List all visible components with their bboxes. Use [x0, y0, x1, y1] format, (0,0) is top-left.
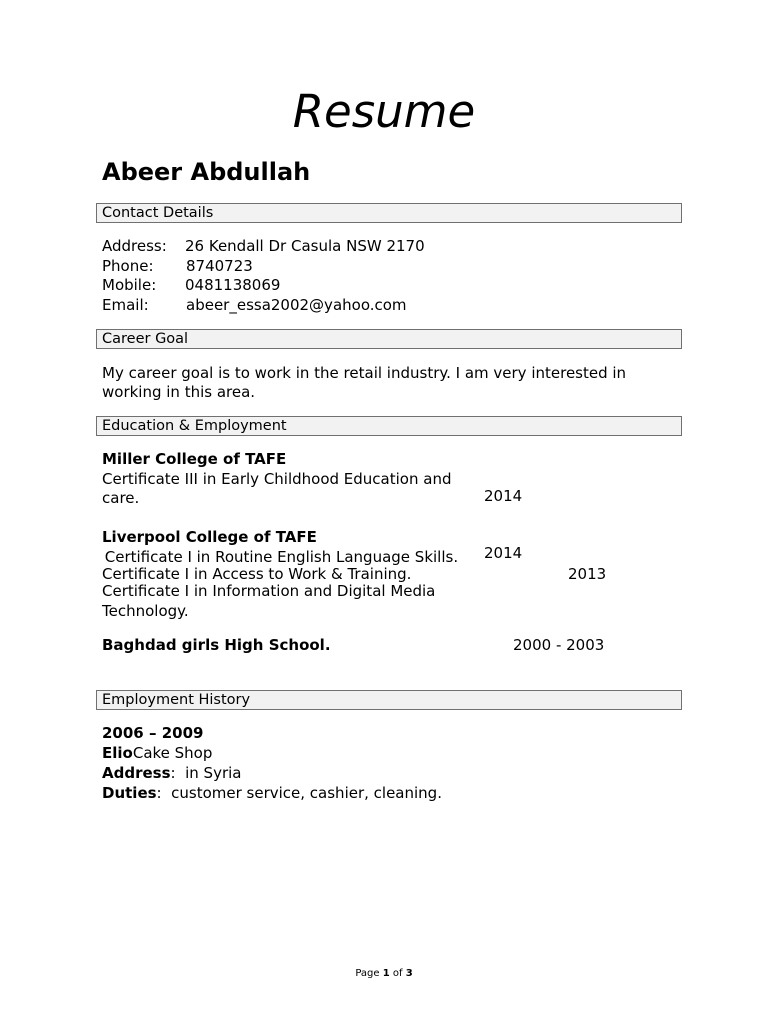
section-header-label: Contact Details	[102, 205, 214, 221]
miller-cert-line-2: care.	[102, 489, 140, 507]
employer-name	[102, 743, 212, 763]
baghdad-years: 2000 - 2003	[513, 636, 605, 654]
employment-duties-label: Duties	[102, 784, 157, 802]
employment-duties	[102, 783, 442, 803]
miller-year: 2014	[484, 487, 523, 505]
section-header-label: Education & Employment	[102, 418, 287, 434]
section-header-employment	[96, 690, 682, 710]
employment-address-value: : in Syria	[170, 764, 242, 782]
liverpool-cert-2-year: 2013	[568, 565, 607, 583]
document-title: Resume	[292, 85, 476, 138]
school-miller: Miller College of TAFE	[102, 450, 287, 468]
section-header-label: Career Goal	[102, 331, 189, 347]
employment-duties-value: : customer service, cashier, cleaning.	[156, 784, 442, 802]
school-baghdad: Baghdad girls High School.	[102, 636, 331, 654]
footer-of-word: of	[389, 968, 406, 979]
liverpool-cert-1-year: 2014	[484, 544, 523, 562]
address-label: Address:	[102, 237, 167, 255]
liverpool-cert-1: Certificate I in Routine English Language Skills.	[100, 548, 459, 566]
employment-address-label: Address	[102, 764, 171, 782]
employment-address	[102, 763, 241, 783]
footer-page-word: Page	[355, 968, 383, 979]
email-label: Email:	[102, 296, 149, 314]
section-header-education	[96, 416, 682, 436]
employer-name-bold: Elio	[102, 744, 133, 762]
career-goal-line-2: working in this area.	[102, 383, 256, 401]
phone-label: Phone:	[102, 257, 154, 275]
phone-value: 8740723	[186, 257, 253, 275]
employment-period: 2006 – 2009	[102, 724, 204, 742]
liverpool-cert-3-line-2: Technology.	[102, 602, 189, 620]
liverpool-cert-3-line-1: Certificate I in Information and Digital Media	[102, 582, 436, 600]
career-goal-line-1: My career goal is to work in the retail industry. I am very interested in	[102, 364, 627, 382]
liverpool-cert-2: Certificate I in Access to Work & Training.	[102, 565, 412, 583]
address-value: 26 Kendall Dr Casula NSW 2170	[185, 237, 425, 255]
school-liverpool: Liverpool College of TAFE	[102, 528, 317, 546]
page-footer	[0, 967, 768, 981]
mobile-value: 0481138069	[185, 276, 281, 294]
miller-cert-line-1: Certificate III in Early Childhood Education and	[102, 470, 452, 488]
footer-page-number: 1	[382, 968, 390, 979]
section-header-career-goal	[96, 329, 682, 349]
footer-page-total: 3	[405, 968, 413, 979]
section-header-label: Employment History	[102, 692, 251, 708]
section-header-contact	[96, 203, 682, 223]
mobile-label: Mobile:	[102, 276, 157, 294]
applicant-name: Abeer Abdullah	[102, 158, 311, 186]
employer-name-rest: Cake Shop	[132, 744, 213, 762]
email-value: abeer_essa2002@yahoo.com	[186, 296, 407, 314]
